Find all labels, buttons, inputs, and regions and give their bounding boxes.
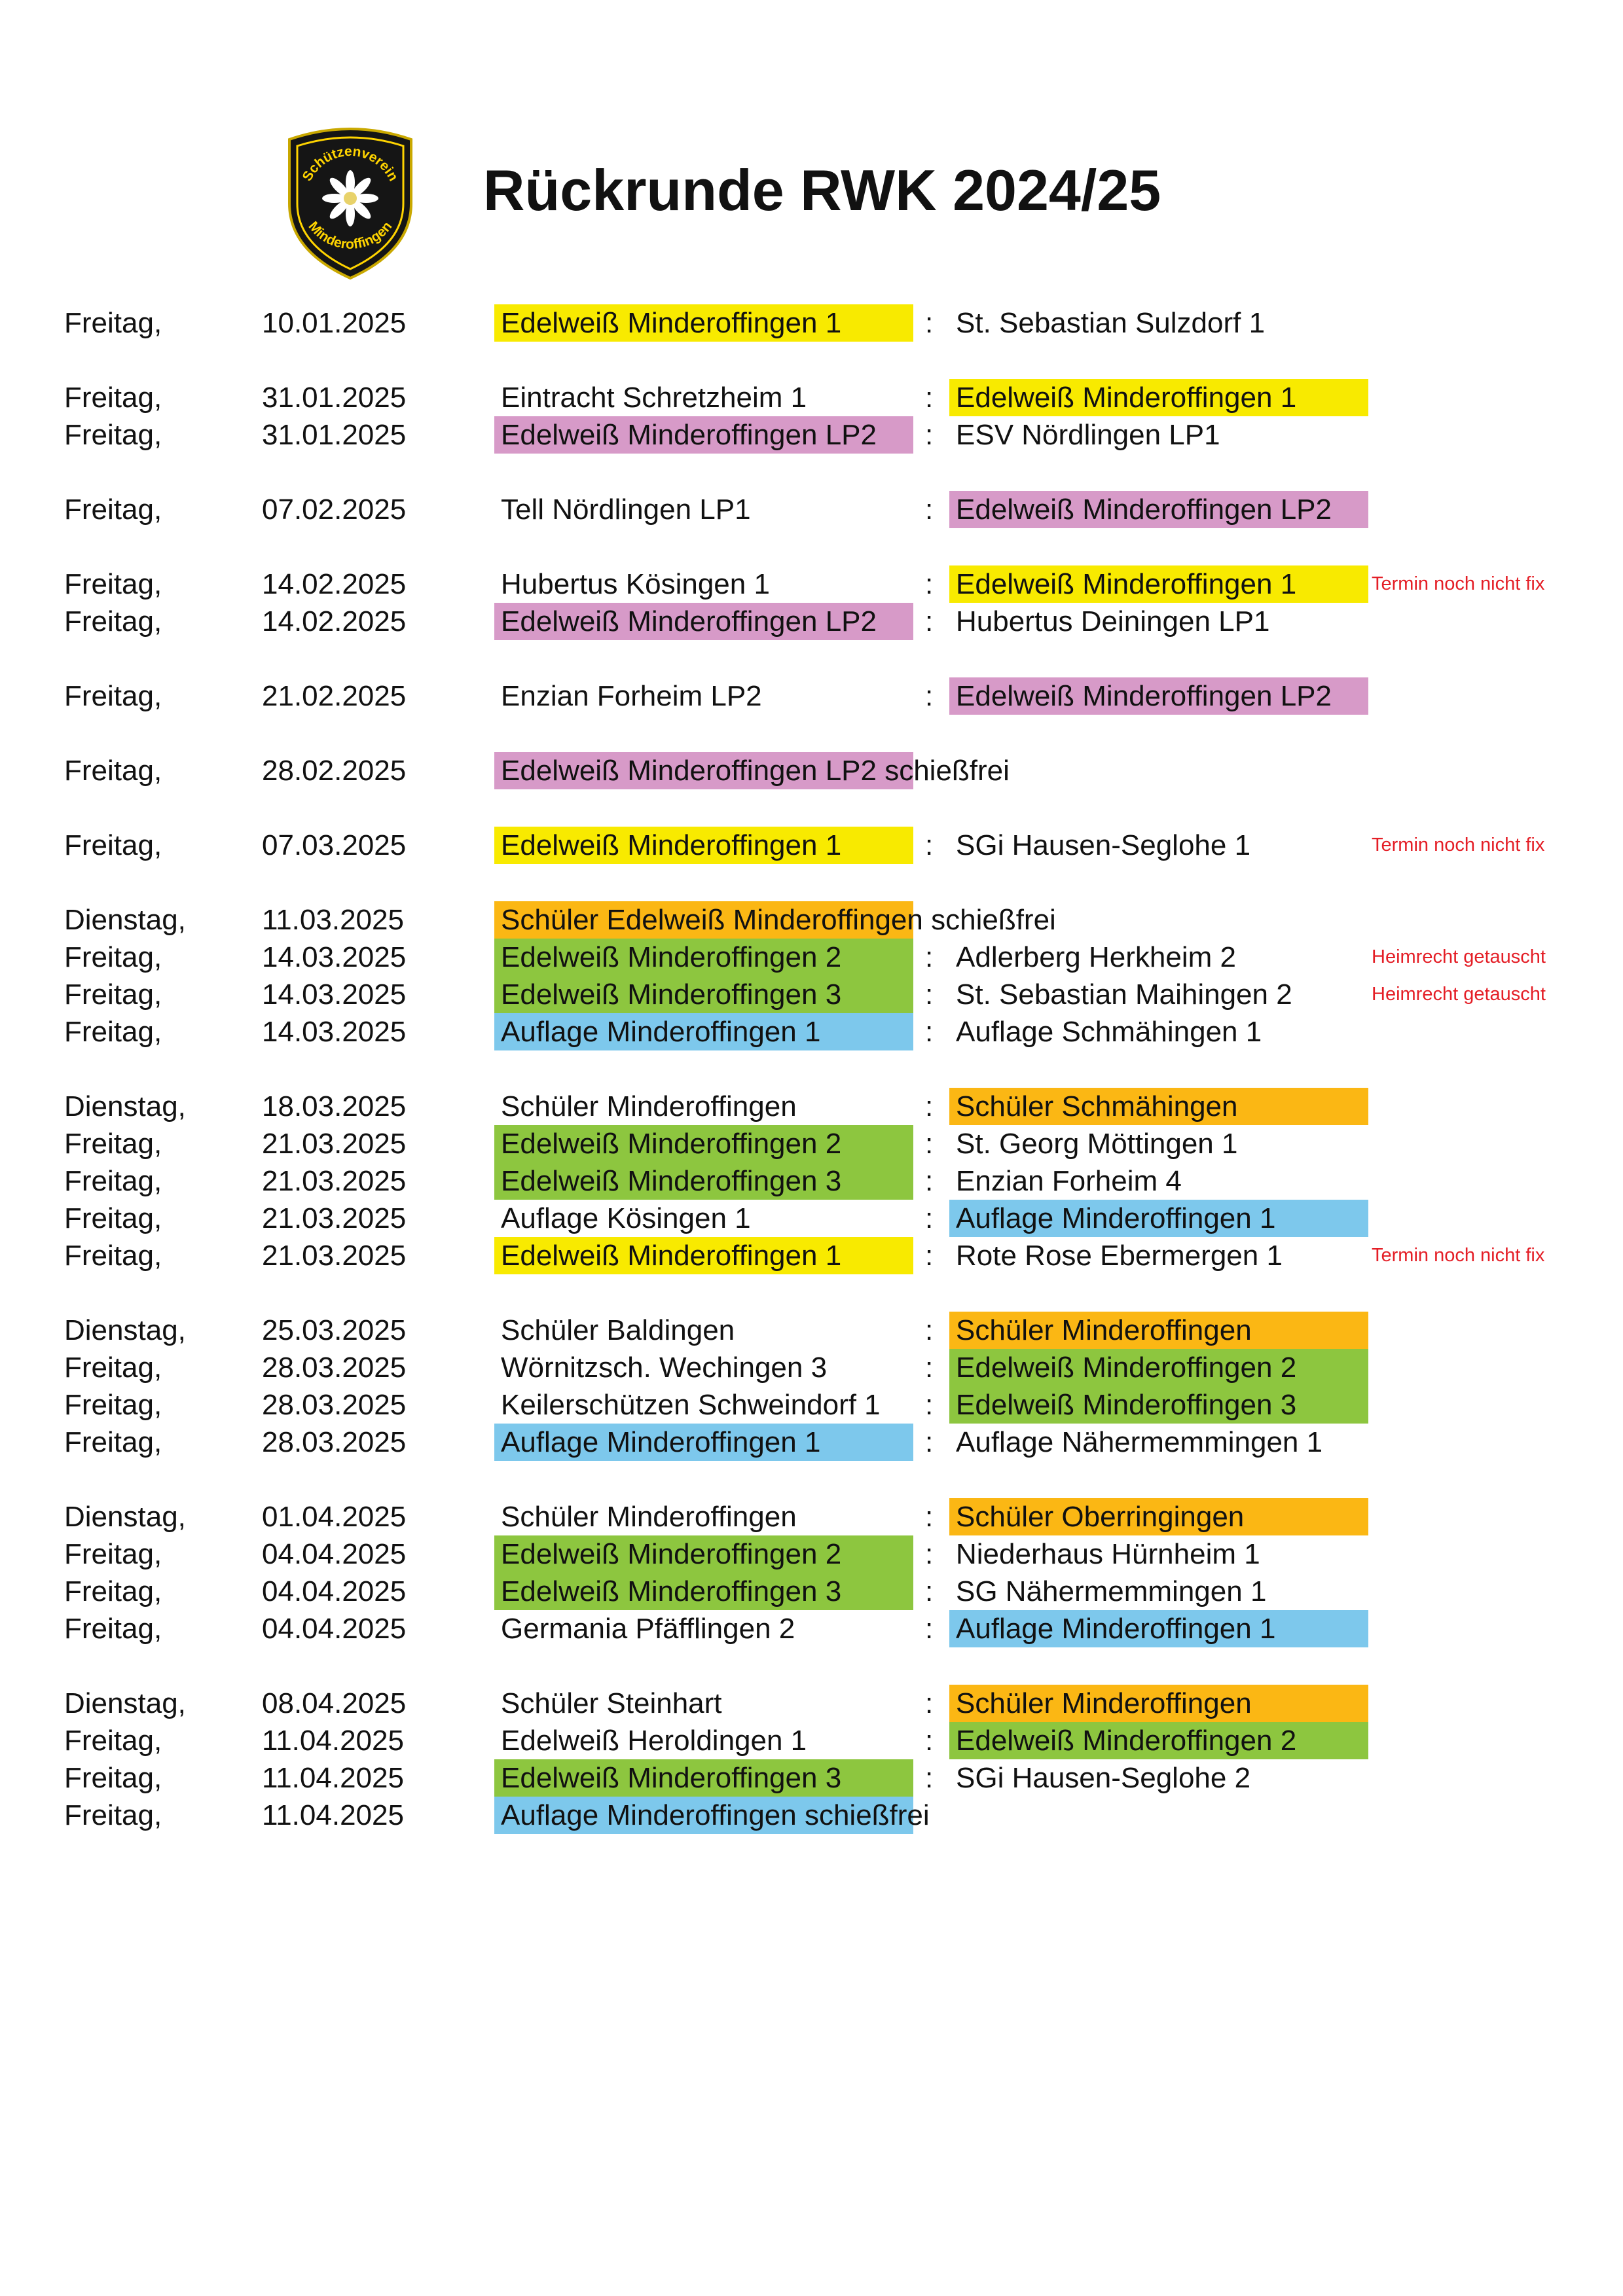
home-team-cell: Keilerschützen Schweindorf 1 — [501, 1389, 881, 1421]
club-logo — [282, 121, 419, 281]
schedule-row — [0, 677, 1623, 715]
schedule-row — [0, 1424, 1623, 1461]
schedule-row — [0, 1498, 1623, 1535]
weekday-cell: Dienstag, — [64, 1090, 186, 1122]
date-cell: 14.03.2025 — [262, 1016, 407, 1048]
schedule-row — [0, 416, 1623, 454]
home-team-cell: Auflage Kösingen 1 — [501, 1202, 751, 1234]
separator-colon: : — [925, 419, 934, 451]
schedule-row — [0, 1312, 1623, 1349]
schedule-row — [0, 379, 1623, 416]
separator-colon: : — [925, 941, 934, 973]
separator-colon: : — [925, 829, 934, 861]
away-team-cell: Schüler Minderoffingen — [949, 1685, 1368, 1722]
home-team-cell: Schüler Edelweiß Minderoffingen schießfrei — [494, 901, 913, 939]
away-team-cell: Enzian Forheim 4 — [956, 1165, 1182, 1197]
away-team-cell: Schüler Minderoffingen — [949, 1312, 1368, 1349]
date-cell: 21.03.2025 — [262, 1202, 407, 1234]
weekday-cell: Freitag, — [64, 1426, 162, 1458]
weekday-cell: Freitag, — [64, 1352, 162, 1384]
weekday-cell: Freitag, — [64, 307, 162, 339]
date-group — [0, 827, 1623, 864]
note-cell: Termin noch nicht fix — [1372, 834, 1545, 855]
away-team-cell: Edelweiß Minderoffingen 1 — [949, 379, 1368, 416]
date-cell: 31.01.2025 — [262, 382, 407, 414]
away-team-cell — [949, 901, 956, 939]
away-team-cell: St. Sebastian Sulzdorf 1 — [956, 307, 1266, 339]
schedule-row — [0, 1535, 1623, 1573]
date-cell: 28.03.2025 — [262, 1389, 407, 1421]
separator-colon: : — [925, 978, 934, 1011]
home-team-cell: Schüler Minderoffingen — [501, 1090, 797, 1122]
date-group — [0, 1088, 1623, 1274]
separator-colon: : — [925, 1501, 934, 1533]
note-cell: Termin noch nicht fix — [1372, 1245, 1545, 1266]
date-cell: 07.02.2025 — [262, 493, 407, 526]
date-group — [0, 491, 1623, 528]
home-team-cell: Edelweiß Heroldingen 1 — [501, 1725, 807, 1757]
weekday-cell: Freitag, — [64, 1016, 162, 1048]
separator-colon: : — [925, 1575, 934, 1607]
home-team-cell: Edelweiß Minderoffingen 2 — [494, 939, 913, 976]
date-cell: 11.04.2025 — [262, 1725, 404, 1757]
date-cell: 04.04.2025 — [262, 1575, 407, 1607]
separator-colon: : — [925, 680, 934, 712]
weekday-cell: Dienstag, — [64, 904, 186, 936]
schedule-row — [0, 1162, 1623, 1200]
separator-colon: : — [925, 1762, 934, 1794]
away-team-cell: SGi Hausen-Seglohe 1 — [956, 829, 1251, 861]
separator-colon: : — [925, 1128, 934, 1160]
home-team-cell: Germania Pfäfflingen 2 — [501, 1613, 795, 1645]
date-cell: 28.03.2025 — [262, 1352, 407, 1384]
weekday-cell: Freitag, — [64, 941, 162, 973]
home-team-cell: Edelweiß Minderoffingen 1 — [494, 1237, 913, 1274]
away-team-cell: Rote Rose Ebermergen 1 — [956, 1240, 1283, 1272]
logo-text-bottom: Minderoffingen — [305, 219, 395, 253]
home-team-cell: Tell Nördlingen LP1 — [501, 493, 751, 526]
date-cell: 14.02.2025 — [262, 568, 407, 600]
date-cell: 04.04.2025 — [262, 1613, 407, 1645]
date-group — [0, 677, 1623, 715]
note-cell: Termin noch nicht fix — [1372, 573, 1545, 594]
home-team-cell: Enzian Forheim LP2 — [501, 680, 762, 712]
date-cell: 21.02.2025 — [262, 680, 407, 712]
separator-colon: : — [925, 1352, 934, 1384]
page-header — [0, 0, 1623, 288]
weekday-cell: Freitag, — [64, 1725, 162, 1757]
away-team-cell: Adlerberg Herkheim 2 — [956, 941, 1236, 973]
home-team-cell: Edelweiß Minderoffingen 2 — [494, 1125, 913, 1162]
weekday-cell: Dienstag, — [64, 1687, 186, 1719]
weekday-cell: Freitag, — [64, 1128, 162, 1160]
separator-colon: : — [925, 1538, 934, 1570]
away-team-cell: St. Sebastian Maihingen 2 — [956, 978, 1292, 1011]
separator-colon: : — [925, 1389, 934, 1421]
date-cell: 21.03.2025 — [262, 1128, 407, 1160]
note-cell: Heimrecht getauscht — [1372, 984, 1546, 1005]
home-team-cell: Edelweiß Minderoffingen 3 — [494, 976, 913, 1013]
weekday-cell: Freitag, — [64, 605, 162, 637]
date-group — [0, 901, 1623, 1050]
schedule-row — [0, 1610, 1623, 1647]
schedule-row — [0, 976, 1623, 1013]
date-cell: 11.04.2025 — [262, 1762, 404, 1794]
weekday-cell: Freitag, — [64, 1165, 162, 1197]
weekday-cell: Freitag, — [64, 382, 162, 414]
away-team-cell: Niederhaus Hürnheim 1 — [956, 1538, 1260, 1570]
home-team-cell: Auflage Minderoffingen schießfrei — [494, 1797, 913, 1834]
schedule-row — [0, 1200, 1623, 1237]
away-team-cell: Edelweiß Minderoffingen 2 — [949, 1349, 1368, 1386]
away-team-cell: SG Nähermemmingen 1 — [956, 1575, 1267, 1607]
home-team-cell: Hubertus Kösingen 1 — [501, 568, 770, 600]
away-team-cell: Auflage Nähermemmingen 1 — [956, 1426, 1323, 1458]
home-team-cell: Edelweiß Minderoffingen LP2 — [494, 416, 913, 454]
date-group — [0, 304, 1623, 342]
away-team-cell: Edelweiß Minderoffingen 2 — [949, 1722, 1368, 1759]
weekday-cell: Freitag, — [64, 419, 162, 451]
weekday-cell: Freitag, — [64, 1240, 162, 1272]
weekday-cell: Dienstag, — [64, 1501, 186, 1533]
weekday-cell: Dienstag, — [64, 1314, 186, 1346]
home-team-cell: Edelweiß Minderoffingen LP2 schießfrei — [494, 752, 913, 789]
edelweiss-icon — [322, 170, 378, 226]
schedule-row — [0, 752, 1623, 789]
away-team-cell: Schüler Oberringingen — [949, 1498, 1368, 1535]
separator-colon: : — [925, 1426, 934, 1458]
home-team-cell: Wörnitzsch. Wechingen 3 — [501, 1352, 828, 1384]
date-cell: 01.04.2025 — [262, 1501, 407, 1533]
separator-colon: : — [925, 605, 934, 637]
schedule-row — [0, 304, 1623, 342]
away-team-cell: St. Georg Möttingen 1 — [956, 1128, 1238, 1160]
schedule-row — [0, 1088, 1623, 1125]
weekday-cell: Freitag, — [64, 1762, 162, 1794]
away-team-cell: Edelweiß Minderoffingen LP2 — [949, 677, 1368, 715]
date-group — [0, 1498, 1623, 1647]
date-cell: 08.04.2025 — [262, 1687, 407, 1719]
match-schedule — [0, 304, 1623, 1871]
logo-text-top: Schützenverein — [299, 143, 401, 184]
weekday-cell: Freitag, — [64, 1202, 162, 1234]
schedule-row — [0, 491, 1623, 528]
separator-colon: : — [925, 382, 934, 414]
schedule-row — [0, 1759, 1623, 1797]
home-team-cell: Schüler Baldingen — [501, 1314, 735, 1346]
schedule-row — [0, 901, 1623, 939]
away-team-cell: ESV Nördlingen LP1 — [956, 419, 1220, 451]
separator-colon: : — [925, 1687, 934, 1719]
schedule-row — [0, 1125, 1623, 1162]
weekday-cell: Freitag, — [64, 568, 162, 600]
home-team-cell: Schüler Minderoffingen — [501, 1501, 797, 1533]
weekday-cell: Freitag, — [64, 978, 162, 1011]
away-team-cell: Edelweiß Minderoffingen 1 — [949, 565, 1368, 603]
date-group — [0, 565, 1623, 640]
home-team-cell: Edelweiß Minderoffingen 3 — [494, 1759, 913, 1797]
schedule-row — [0, 1797, 1623, 1834]
schedule-row — [0, 1573, 1623, 1610]
date-cell: 07.03.2025 — [262, 829, 407, 861]
weekday-cell: Freitag, — [64, 1538, 162, 1570]
weekday-cell: Freitag, — [64, 1389, 162, 1421]
separator-colon: : — [925, 1090, 934, 1122]
weekday-cell: Freitag, — [64, 493, 162, 526]
schedule-row — [0, 1237, 1623, 1274]
date-cell: 14.02.2025 — [262, 605, 407, 637]
separator-colon: : — [925, 307, 934, 339]
away-team-cell: Edelweiß Minderoffingen LP2 — [949, 491, 1368, 528]
date-cell: 11.03.2025 — [262, 904, 404, 936]
separator-colon: : — [925, 1240, 934, 1272]
date-cell: 11.04.2025 — [262, 1799, 404, 1831]
schedule-row — [0, 565, 1623, 603]
page-title: Rückrunde RWK 2024/25 — [483, 158, 1161, 223]
schedule-row — [0, 939, 1623, 976]
note-cell: Heimrecht getauscht — [1372, 946, 1546, 967]
separator-colon: : — [925, 1202, 934, 1234]
home-team-cell: Auflage Minderoffingen 1 — [494, 1424, 913, 1461]
home-team-cell: Edelweiß Minderoffingen LP2 — [494, 603, 913, 640]
separator-colon: : — [925, 1613, 934, 1645]
date-group — [0, 1312, 1623, 1461]
weekday-cell: Freitag, — [64, 1575, 162, 1607]
away-team-cell: SGi Hausen-Seglohe 2 — [956, 1762, 1251, 1794]
home-team-cell: Edelweiß Minderoffingen 1 — [494, 304, 913, 342]
date-group — [0, 1685, 1623, 1834]
separator-colon: : — [925, 493, 934, 526]
schedule-row — [0, 1013, 1623, 1050]
schedule-row — [0, 1349, 1623, 1386]
date-group — [0, 752, 1623, 789]
separator-colon: : — [925, 1165, 934, 1197]
away-team-cell: Auflage Minderoffingen 1 — [949, 1610, 1368, 1647]
away-team-cell — [949, 1797, 956, 1834]
away-team-cell: Schüler Schmähingen — [949, 1088, 1368, 1125]
weekday-cell: Freitag, — [64, 829, 162, 861]
home-team-cell: Auflage Minderoffingen 1 — [494, 1013, 913, 1050]
schedule-row — [0, 1386, 1623, 1424]
weekday-cell: Freitag, — [64, 1613, 162, 1645]
date-cell: 21.03.2025 — [262, 1240, 407, 1272]
home-team-cell: Edelweiß Minderoffingen 3 — [494, 1162, 913, 1200]
schedule-row — [0, 1722, 1623, 1759]
separator-colon: : — [925, 1725, 934, 1757]
schedule-row — [0, 1685, 1623, 1722]
away-team-cell: Auflage Schmähingen 1 — [956, 1016, 1262, 1048]
date-cell: 04.04.2025 — [262, 1538, 407, 1570]
separator-colon: : — [925, 1314, 934, 1346]
separator-colon: : — [925, 1016, 934, 1048]
home-team-cell: Eintracht Schretzheim 1 — [501, 382, 807, 414]
weekday-cell: Freitag, — [64, 1799, 162, 1831]
home-team-cell: Edelweiß Minderoffingen 3 — [494, 1573, 913, 1610]
date-group — [0, 379, 1623, 454]
date-cell: 31.01.2025 — [262, 419, 407, 451]
date-cell: 18.03.2025 — [262, 1090, 407, 1122]
weekday-cell: Freitag, — [64, 755, 162, 787]
away-team-cell — [949, 752, 956, 789]
date-cell: 28.03.2025 — [262, 1426, 407, 1458]
home-team-cell: Schüler Steinhart — [501, 1687, 722, 1719]
schedule-row — [0, 603, 1623, 640]
away-team-cell: Auflage Minderoffingen 1 — [949, 1200, 1368, 1237]
date-cell: 21.03.2025 — [262, 1165, 407, 1197]
date-cell: 14.03.2025 — [262, 978, 407, 1011]
away-team-cell: Hubertus Deiningen LP1 — [956, 605, 1270, 637]
date-cell: 10.01.2025 — [262, 307, 407, 339]
separator-colon: : — [925, 568, 934, 600]
away-team-cell: Edelweiß Minderoffingen 3 — [949, 1386, 1368, 1424]
date-cell: 28.02.2025 — [262, 755, 407, 787]
schedule-row — [0, 827, 1623, 864]
date-cell: 14.03.2025 — [262, 941, 407, 973]
home-team-cell: Edelweiß Minderoffingen 1 — [494, 827, 913, 864]
home-team-cell: Edelweiß Minderoffingen 2 — [494, 1535, 913, 1573]
weekday-cell: Freitag, — [64, 680, 162, 712]
date-cell: 25.03.2025 — [262, 1314, 407, 1346]
